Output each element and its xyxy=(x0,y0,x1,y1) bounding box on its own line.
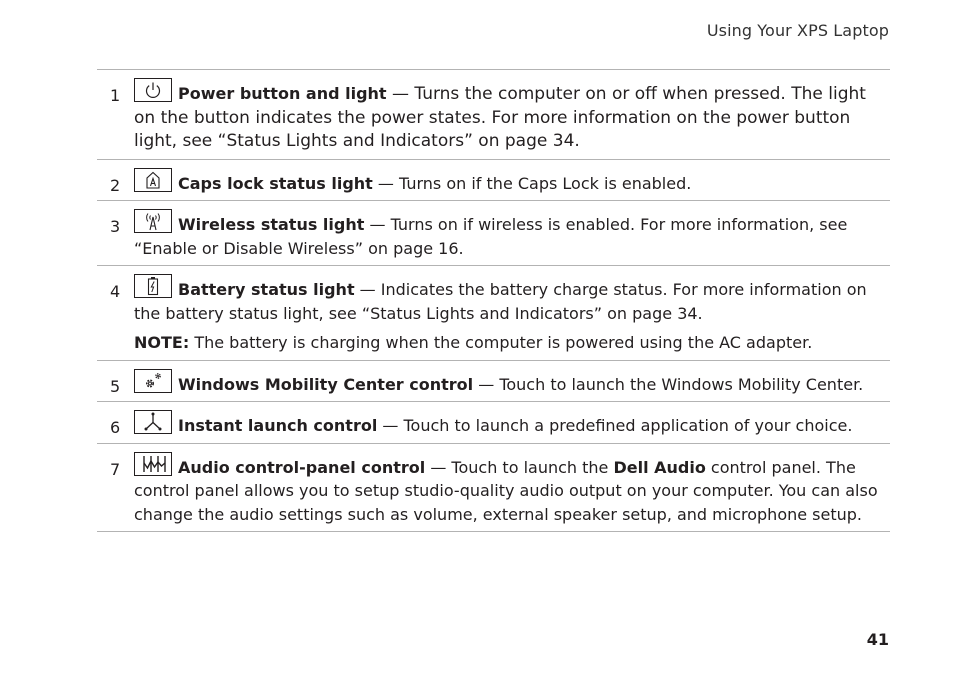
item-title: Windows Mobility Center control xyxy=(178,374,474,394)
item-title: Wireless status light xyxy=(178,215,365,234)
table-row xyxy=(97,70,890,160)
mobility-center-icon xyxy=(134,369,172,393)
note xyxy=(134,331,890,355)
battery-icon xyxy=(134,274,172,298)
item-description: — Touch to launch a predefined application of your choice. xyxy=(377,416,853,435)
item-description: — Indicates the battery charge status. For more information on the battery status light, see “Status Lights and Indicators” on page 34. xyxy=(134,280,867,323)
item-number: 6 xyxy=(110,418,121,437)
item-number: 5 xyxy=(110,376,121,396)
note-text: The battery is charging when the computer is powered using the AC adapter. xyxy=(189,333,813,352)
table-row xyxy=(97,160,890,202)
item-description: — Turns on if the Caps Lock is enabled. xyxy=(372,173,692,193)
table-row xyxy=(97,402,890,444)
wireless-icon xyxy=(134,209,172,233)
item-number: 7 xyxy=(110,459,121,479)
item-number: 3 xyxy=(110,217,121,236)
power-icon xyxy=(134,78,172,102)
table-row xyxy=(97,266,890,361)
note-label: NOTE: xyxy=(134,333,190,352)
item-description: — Touch to launch the Windows Mobility Center. xyxy=(473,374,864,394)
audio-control-icon xyxy=(134,452,172,476)
instant-launch-icon xyxy=(134,410,172,434)
item-number: 4 xyxy=(110,282,121,301)
item-title: Power button and light xyxy=(178,84,387,103)
item-number: 2 xyxy=(110,175,121,195)
dell-audio-label: Dell Audio xyxy=(613,457,706,477)
table-row xyxy=(97,444,890,533)
item-title: Instant launch control xyxy=(178,416,378,435)
item-title: Caps lock status light xyxy=(178,173,373,193)
table-row xyxy=(97,361,890,403)
item-description: — Touch to launch the xyxy=(425,457,614,477)
table-row xyxy=(97,201,890,266)
controls-table xyxy=(97,69,890,532)
page-number: 41 xyxy=(866,630,889,649)
item-title: Audio control-panel control xyxy=(178,457,426,477)
item-title: Battery status light xyxy=(178,280,355,299)
caps-lock-icon xyxy=(134,168,172,192)
item-number: 1 xyxy=(110,86,121,105)
item-description: — Turns on if wireless is enabled. For more information, see “Enable or Disable Wireless” on page 16. xyxy=(134,215,848,258)
running-header: Using Your XPS Laptop xyxy=(706,21,889,40)
item-description: — Turns the computer on or off when pressed. The light on the button indicates the power states. For more information on the power button light, see “Status Lights and Indicators” on page 34. xyxy=(134,84,866,151)
item-description-continued: control panel. The control panel allows you to setup studio-quality audio output on your computer. You can also change the audio settings such as volume, external speaker setup, and microphone setup. xyxy=(134,457,878,524)
